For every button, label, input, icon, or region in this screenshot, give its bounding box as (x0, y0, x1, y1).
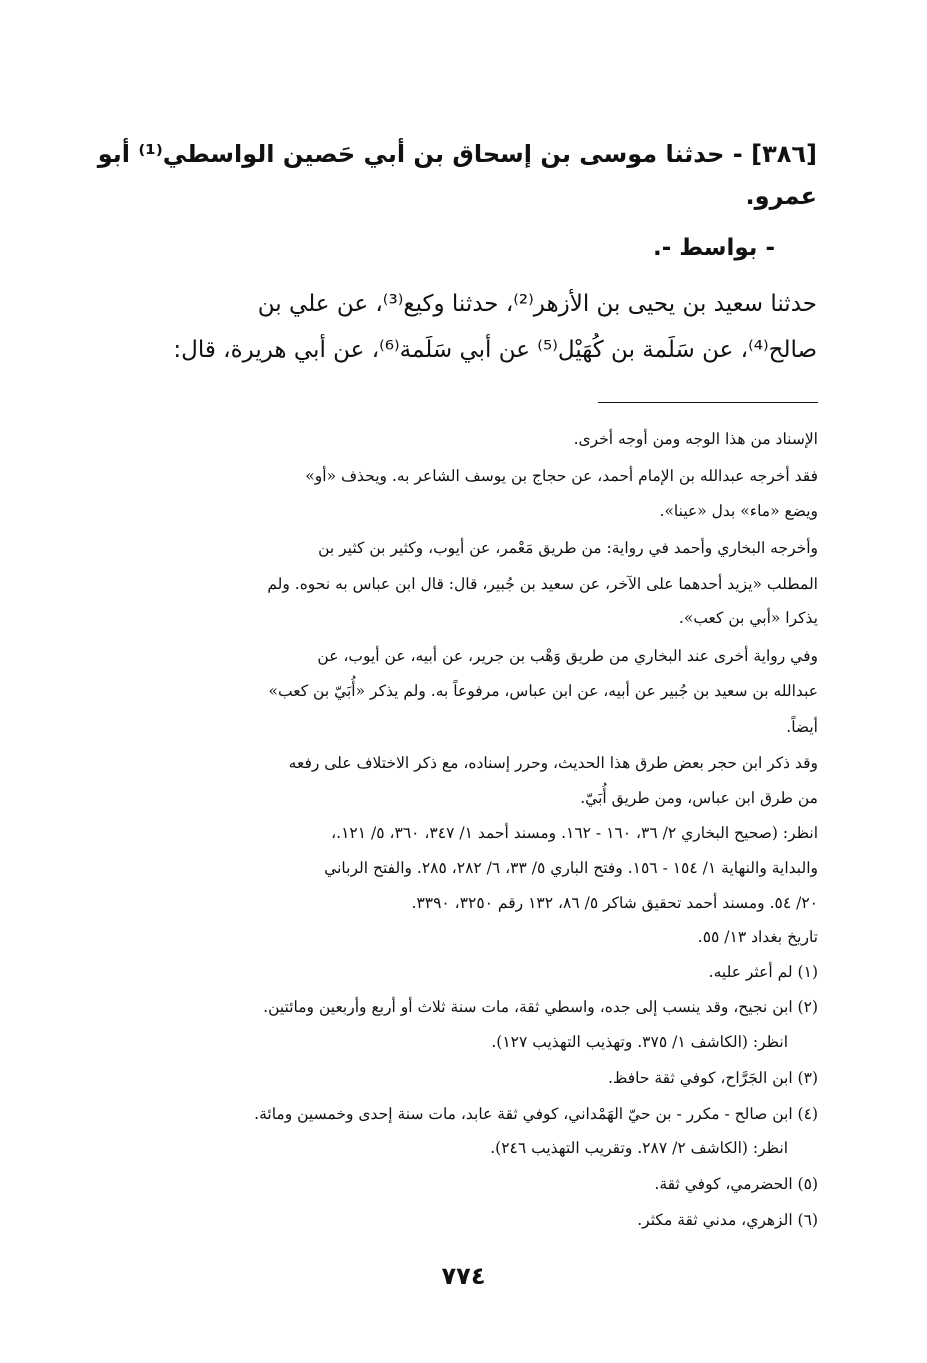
note-line: والبداية والنهاية ١/ ١٥٤ - ١٥٦. وفتح الباري ٥/ ٣٣، ٦/ ٢٨٢، ٢٨٥. والفتح الرباني (324, 859, 818, 877)
note-line: يذكرا «أبي بن كعب». (678, 609, 818, 627)
note-line: فقد أخرجه عبدالله بن الإمام أحمد، عن حجاج بن يوسف الشاعر به. ويحذف «أو» (305, 467, 818, 485)
hadith-heading-line-2: عمرو. (745, 182, 817, 210)
note-line: ويضع «ماء» بدل «عينا». (659, 502, 818, 520)
note-line: الإسناد من هذا الوجه ومن أوجه أخرى. (573, 430, 818, 448)
footnote-separator (598, 402, 818, 403)
footnote-1: (١) لم أعثر عليه. (708, 963, 818, 981)
note-line: وفي رواية أخرى عند البخاري من طريق وَهْب بن جرير، عن أبيه، عن أيوب، عن (317, 647, 818, 665)
note-line: عبدالله بن سعيد بن جُبير عن أبيه، عن ابن عباس، مرفوعاً به. ولم يذكر «أُبَيّ بن كعب» (268, 682, 818, 700)
footnote-4-source-text: انظر: (الكاشف ٢/ ٢٨٧. وتقريب التهذيب ٢٤٦). (490, 1139, 788, 1157)
place-line: - بواسط -. (652, 235, 775, 261)
note-line: ٢٠/ ٥٤. ومسند أحمد تحقيق شاكر ٥/ ٨٦، ١٣٢ رقم ٣٢٥٠، ٣٣٩٠. (411, 894, 818, 912)
note-line: من طرق ابن عباس، ومن طريق أُبَيّ. (580, 789, 818, 807)
footnote-3: (٣) ابن الجَرَّاح، كوفي ثقة حافظ. (608, 1069, 818, 1087)
footnote-2-source (110, 1027, 818, 1058)
footnote-6: (٦) الزهري، مدني ثقة مكثر. (637, 1211, 818, 1229)
note-line: وقد ذكر ابن حجر بعض طرق هذا الحديث، وحرر إسناده، مع ذكر الاختلاف على رفعه (288, 754, 818, 772)
footnote-4: (٤) ابن صالح - مكرر - بن حيّ الهَمْداني، كوفي ثقة عابد، مات سنة إحدى وخمسين ومائة. (254, 1105, 818, 1123)
footnote-2-source-text: انظر: (الكاشف ١/ ٣٧٥. وتهذيب التهذيب ١٢٧). (491, 1033, 788, 1051)
footnote-2: (٢) ابن نجيح، وقد ينسب إلى جده، واسطي ثقة، مات سنة ثلاث أو أربع وأربعين ومائتين. (263, 998, 818, 1016)
footnote-4-source (110, 1133, 818, 1164)
note-line: وأخرجه البخاري وأحمد في رواية: من طريق مَعْمر، عن أيوب، وكثير بن كثير بن (318, 539, 818, 557)
note-line: انظر: (صحيح البخاري ٢/ ٣٦، ١٦٠ - ١٦٢. ومسند أحمد ١/ ٣٤٧، ٣٦٠، ٥/ ١٢١.، (331, 824, 818, 842)
isnad-line-1: حدثنا سعيد بن يحيى بن الأزهر⁽²⁾، حدثنا وكيع⁽³⁾، عن علي بن (257, 291, 817, 317)
note-line: تاريخ بغداد ١٣/ ٥٥. (697, 928, 818, 946)
footnote-5: (٥) الحضرمي، كوفي ثقة. (654, 1175, 818, 1193)
isnad-line-2: صالح⁽⁴⁾، عن سَلَمة بن كُهَيْل⁽⁵⁾ عن أبي سَلَمة⁽⁶⁾، عن أبي هريرة، قال: (173, 337, 817, 363)
note-line: أيضاً. (786, 718, 818, 736)
hadith-heading-line-1: [٣٨٦] - حدثنا موسى بن إسحاق بن أبي حَصين الواسطي⁽¹⁾ أبو (97, 140, 817, 168)
page-number: ٧٧٤ (441, 1262, 486, 1290)
note-line: المطلب «يزيد أحدهما على الآخر، عن سعيد بن جُبير، قال: قال ابن عباس به نحوه. ولم (267, 575, 818, 593)
